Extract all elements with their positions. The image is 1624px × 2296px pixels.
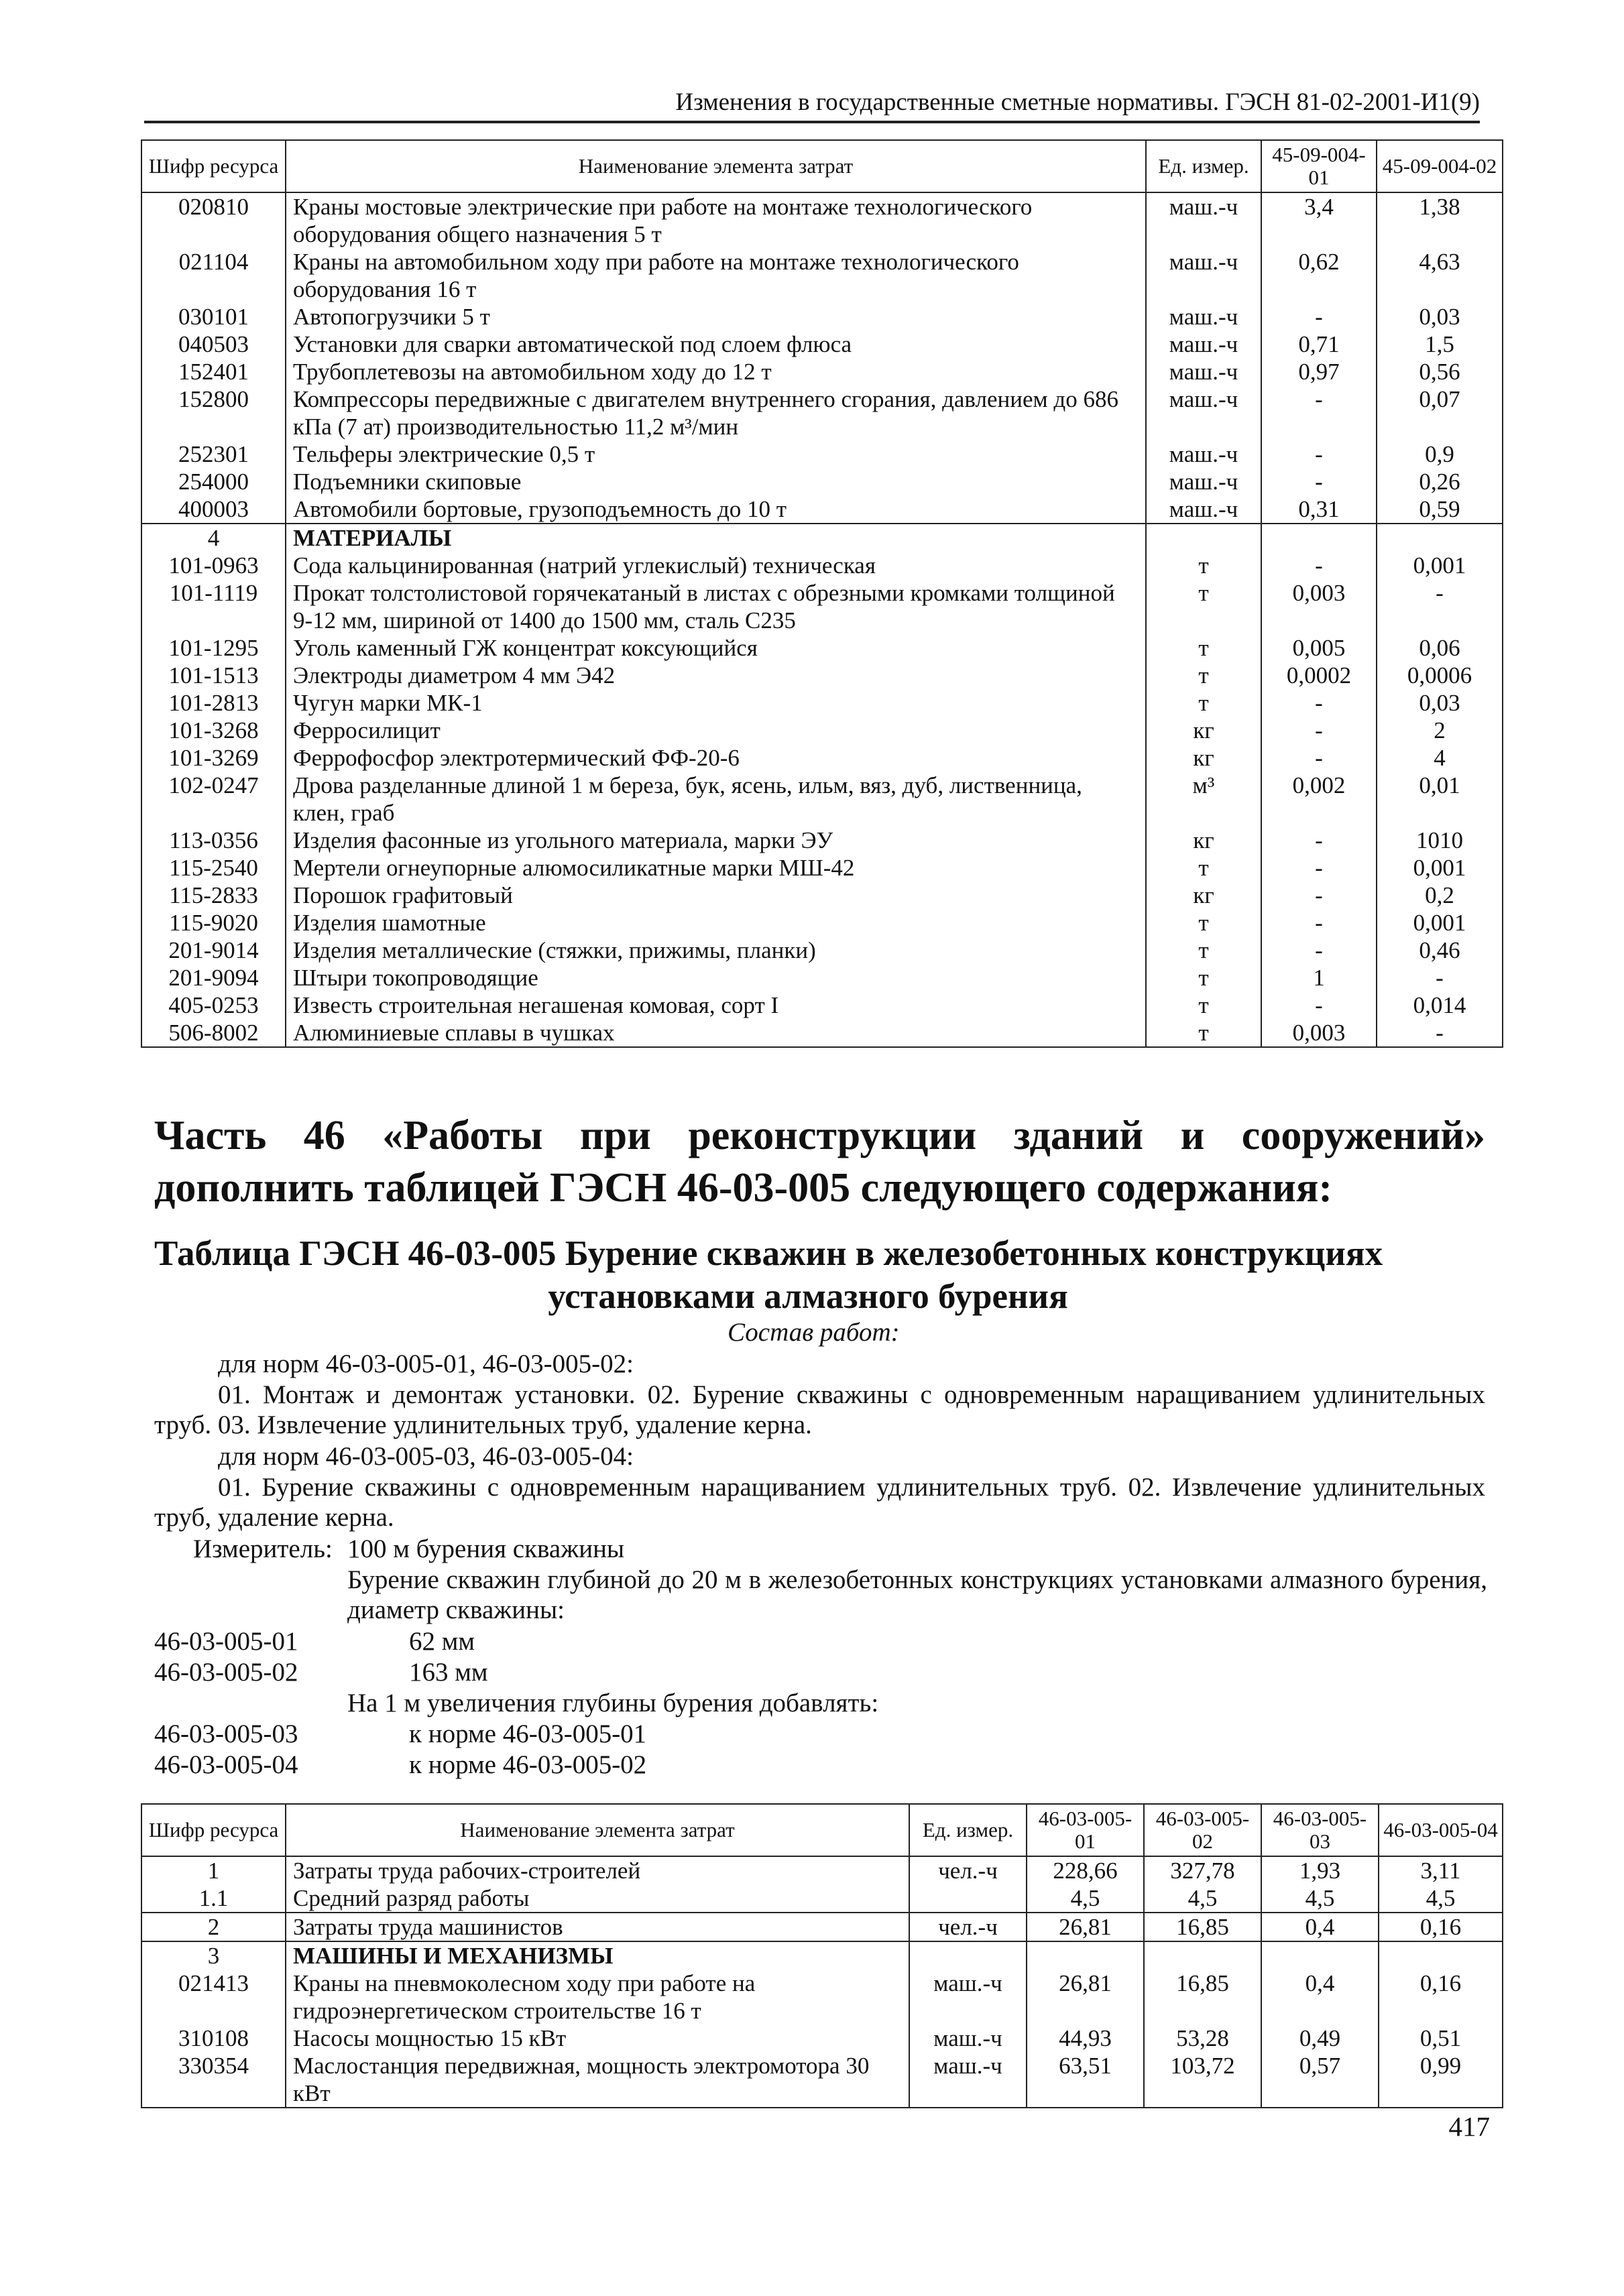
value-45-09-004-01: 0,0002 — [1261, 662, 1377, 689]
value-45-09-004-02: 0,59 — [1377, 495, 1503, 524]
add-per-meter-note: На 1 м увеличения глубины бурения добавлять: — [347, 1689, 879, 1717]
value-46-03-005-02: 16,85 — [1144, 1970, 1261, 2025]
resource-code: 101-1295 — [141, 634, 286, 662]
unit: маш.-ч — [1146, 303, 1261, 330]
value-45-09-004-02: 1,38 — [1377, 192, 1503, 248]
value — [1261, 1941, 1379, 1970]
value-45-09-004-02: 0,56 — [1377, 358, 1503, 385]
resource-name: Краны на пневмоколесном ходу при работе на гидроэнергетическом строительстве 16 т — [286, 1970, 909, 2025]
value-46-03-005-04: 0,51 — [1379, 2025, 1503, 2052]
value-46-03-005-03: 0,4 — [1261, 1970, 1379, 2025]
work-steps-2: 01. Бурение скважины с одновременным наращиванием удлинительных труб. 02. Извлечение удлинительных труб, удаление керна. — [154, 1473, 1485, 1532]
value-46-03-005-04: 0,16 — [1379, 1913, 1503, 1941]
value-45-09-004-02: 0,06 — [1377, 634, 1503, 662]
norm-text: 62 мм — [409, 1627, 475, 1656]
table-row — [141, 1856, 1503, 1884]
value-46-03-005-02: 16,85 — [1144, 1913, 1261, 1941]
norm-code: 46-03-005-01 — [154, 1627, 298, 1656]
section-row-materials — [141, 524, 1503, 552]
value-45-09-004-02: 4 — [1377, 744, 1503, 772]
resource-name: Изделия металлические (стяжки, прижимы, планки) — [286, 936, 1146, 964]
resource-code: 254000 — [141, 468, 286, 495]
resource-code: 040503 — [141, 330, 286, 358]
norm-code: 46-03-005-02 — [154, 1658, 298, 1687]
resource-name: Известь строительная негашеная комовая, сорт I — [286, 991, 1146, 1019]
col-header-45-09-004-02: 45-09-004-02 — [1377, 140, 1503, 192]
value-46-03-005-03: 1,93 — [1261, 1856, 1379, 1884]
page-number: 417 — [1448, 2111, 1490, 2142]
resource-code: 101-2813 — [141, 689, 286, 717]
value-45-09-004-01: - — [1261, 468, 1377, 495]
table-row — [141, 662, 1503, 689]
value-46-03-005-01: 4,5 — [1027, 1884, 1144, 1913]
resource-code: 310108 — [141, 2025, 286, 2052]
value-46-03-005-03: 0,4 — [1261, 1913, 1379, 1941]
value-45-09-004-01: - — [1261, 744, 1377, 772]
value-45-09-004-01: - — [1261, 552, 1377, 579]
table-row — [141, 552, 1503, 579]
value-46-03-005-02: 327,78 — [1144, 1856, 1261, 1884]
resource-code: 101-3268 — [141, 717, 286, 744]
resources-table-46-03-005 — [141, 1803, 1503, 2108]
table-row — [141, 854, 1503, 882]
resource-name: Трубоплетевозы на автомобильном ходу до 12 т — [286, 358, 1146, 385]
value-45-09-004-01: 0,003 — [1261, 1019, 1377, 1047]
resource-name: Уголь каменный ГЖ концентрат коксующийся — [286, 634, 1146, 662]
value-45-09-004-01: - — [1261, 440, 1377, 468]
col-header-code: Шифр ресурса — [141, 140, 286, 192]
value-45-09-004-02: 1,5 — [1377, 330, 1503, 358]
col-header-code: Шифр ресурса — [141, 1804, 286, 1856]
resource-name: Ферросилицит — [286, 717, 1146, 744]
value-45-09-004-02: 0,001 — [1377, 854, 1503, 882]
table-row — [141, 468, 1503, 495]
unit: маш.-ч — [1146, 192, 1261, 248]
value-46-03-005-03: 0,49 — [1261, 2025, 1379, 2052]
col-header-46-03-005-02: 46-03-005-02 — [1144, 1804, 1261, 1856]
unit: кг — [1146, 744, 1261, 772]
norm-text: к норме 46-03-005-02 — [409, 1750, 647, 1779]
value-46-03-005-03: 4,5 — [1261, 1884, 1379, 1913]
unit: маш.-ч — [909, 1970, 1027, 2025]
resource-name: Прокат толстолистовой горячекатаный в листах с обрезными кромками толщиной 9-12 мм, шириной от 1400 до 1500 мм, сталь С235 — [286, 579, 1146, 634]
resource-name: Краны на автомобильном ходу при работе на монтаже технологического оборудования 16 т — [286, 248, 1146, 303]
table-row — [141, 909, 1503, 936]
table-row — [141, 634, 1503, 662]
value-46-03-005-01: 44,93 — [1027, 2025, 1144, 2052]
value-45-09-004-01: 0,002 — [1261, 772, 1377, 827]
value-46-03-005-02: 103,72 — [1144, 2052, 1261, 2108]
value-45-09-004-01: 0,97 — [1261, 358, 1377, 385]
col-header-45-09-004-01: 45-09-004-01 — [1261, 140, 1377, 192]
unit: маш.-ч — [1146, 468, 1261, 495]
unit: кг — [1146, 827, 1261, 854]
unit: т — [1146, 964, 1261, 991]
value-46-03-005-01: 63,51 — [1027, 2052, 1144, 2108]
col-header-name: Наименование элемента затрат — [286, 1804, 909, 1856]
value-46-03-005-04: 0,99 — [1379, 2052, 1503, 2108]
value-45-09-004-02: 0,26 — [1377, 468, 1503, 495]
work-steps-1: 01. Монтаж и демонтаж установки. 02. Бурение скважины с одновременным наращиванием удлинительных труб. 03. Извлечение удлинительных труб, удаление керна. — [154, 1380, 1485, 1439]
col-header-46-03-005-04: 46-03-005-04 — [1379, 1804, 1503, 1856]
value-45-09-004-02: 0,001 — [1377, 552, 1503, 579]
value-46-03-005-02: 4,5 — [1144, 1884, 1261, 1913]
value — [1379, 1941, 1503, 1970]
table-row — [141, 1019, 1503, 1047]
resource-name: Алюминиевые сплавы в чушках — [286, 1019, 1146, 1047]
norm-text: 163 мм — [409, 1658, 488, 1687]
value-45-09-004-02: - — [1377, 579, 1503, 634]
table-title — [154, 1232, 1462, 1318]
resource-code: 030101 — [141, 303, 286, 330]
resource-name: Насосы мощностью 15 кВт — [286, 2025, 909, 2052]
section-title: МАТЕРИАЛЫ — [286, 524, 1146, 552]
value-46-03-005-01: 228,66 — [1027, 1856, 1144, 1884]
resource-name: Чугун марки МК-1 — [286, 689, 1146, 717]
unit: т — [1146, 854, 1261, 882]
value-45-09-004-02: 0,03 — [1377, 689, 1503, 717]
value-45-09-004-02: 0,9 — [1377, 440, 1503, 468]
resource-code: 201-9014 — [141, 936, 286, 964]
work-composition-heading: Состав работ: — [728, 1318, 900, 1347]
resource-name: Компрессоры передвижные с двигателем внутреннего сгорания, давлением до 686 кПа (7 ат) производительностью 11,2 м³/мин — [286, 385, 1146, 440]
resource-code: 400003 — [141, 495, 286, 524]
table-row — [141, 330, 1503, 358]
norm-code: 46-03-005-03 — [154, 1719, 298, 1748]
resource-code: 101-3269 — [141, 744, 286, 772]
resource-code: 152800 — [141, 385, 286, 440]
value-45-09-004-01: - — [1261, 385, 1377, 440]
unit: чел.-ч — [909, 1913, 1027, 1941]
value-45-09-004-02: 0,001 — [1377, 909, 1503, 936]
value-45-09-004-01: 0,71 — [1261, 330, 1377, 358]
value-45-09-004-01: - — [1261, 882, 1377, 909]
value-46-03-005-02: 53,28 — [1144, 2025, 1261, 2052]
value-46-03-005-04: 3,11 — [1379, 1856, 1503, 1884]
unit: м³ — [1146, 772, 1261, 827]
value-45-09-004-02: 0,014 — [1377, 991, 1503, 1019]
unit: маш.-ч — [1146, 358, 1261, 385]
unit: маш.-ч — [1146, 330, 1261, 358]
table-row — [141, 827, 1503, 854]
col-header-46-03-005-03: 46-03-005-03 — [1261, 1804, 1379, 1856]
unit — [909, 1941, 1027, 1970]
resource-code: 115-9020 — [141, 909, 286, 936]
unit: т — [1146, 909, 1261, 936]
resource-name: Средний разряд работы — [286, 1884, 909, 1913]
value-45-09-004-02: 0,01 — [1377, 772, 1503, 827]
resource-name: Маслостанция передвижная, мощность электромотора 30 кВт — [286, 2052, 909, 2108]
unit: т — [1146, 936, 1261, 964]
table-title-line-2: установками алмазного бурения — [548, 1277, 1068, 1316]
value-45-09-004-02: 0,07 — [1377, 385, 1503, 440]
unit: маш.-ч — [1146, 385, 1261, 440]
norms-group-1: для норм 46-03-005-01, 46-03-005-02: — [218, 1349, 634, 1378]
value-45-09-004-01: - — [1261, 303, 1377, 330]
value-45-09-004-01: - — [1261, 936, 1377, 964]
unit: т — [1146, 634, 1261, 662]
table-row — [141, 495, 1503, 524]
value-45-09-004-02: 0,46 — [1377, 936, 1503, 964]
resource-name: Дрова разделанные длиной 1 м береза, бук, ясень, ильм, вяз, дуб, лиственница, клен, граб — [286, 772, 1146, 827]
value-45-09-004-01: 0,003 — [1261, 579, 1377, 634]
resource-code: 1 — [141, 1856, 286, 1884]
resource-code: 330354 — [141, 2052, 286, 2108]
resource-code: 2 — [141, 1913, 286, 1941]
value-45-09-004-02: 1010 — [1377, 827, 1503, 854]
unit: т — [1146, 991, 1261, 1019]
unit: маш.-ч — [1146, 248, 1261, 303]
value — [1261, 524, 1377, 552]
value-45-09-004-02: 4,63 — [1377, 248, 1503, 303]
value-45-09-004-02: - — [1377, 1019, 1503, 1047]
resource-code: 1.1 — [141, 1884, 286, 1913]
table-row — [141, 358, 1503, 385]
section-row-machines — [141, 1941, 1503, 1970]
table-row — [141, 192, 1503, 248]
table-row — [141, 1913, 1503, 1941]
value-45-09-004-01: 0,31 — [1261, 495, 1377, 524]
value — [1027, 1941, 1144, 1970]
value-45-09-004-01: 1 — [1261, 964, 1377, 991]
table-row — [141, 2052, 1503, 2108]
resource-name: Краны мостовые электрические при работе на монтаже технологического оборудования общего назначения 5 т — [286, 192, 1146, 248]
table-header-row — [141, 140, 1503, 192]
table-row — [141, 440, 1503, 468]
resource-name: Установки для сварки автоматической под слоем флюса — [286, 330, 1146, 358]
table-header-row — [141, 1804, 1503, 1856]
unit — [1146, 524, 1261, 552]
meter-value: 100 м бурения скважины — [347, 1534, 625, 1563]
value-45-09-004-02: 0,2 — [1377, 882, 1503, 909]
value-45-09-004-01: 0,62 — [1261, 248, 1377, 303]
resource-code: 115-2540 — [141, 854, 286, 882]
resource-code: 101-0963 — [141, 552, 286, 579]
table-row — [141, 964, 1503, 991]
value — [1377, 524, 1503, 552]
resources-table-45-09-004 — [141, 139, 1503, 1048]
resource-code: 506-8002 — [141, 1019, 286, 1047]
resource-name: Тельферы электрические 0,5 т — [286, 440, 1146, 468]
value-46-03-005-04: 0,16 — [1379, 1970, 1503, 2025]
resource-code: 101-1119 — [141, 579, 286, 634]
table-row — [141, 579, 1503, 634]
section-code: 3 — [141, 1941, 286, 1970]
table-row — [141, 303, 1503, 330]
table-row — [141, 744, 1503, 772]
unit: т — [1146, 552, 1261, 579]
table-row — [141, 772, 1503, 827]
section-title: МАШИНЫ И МЕХАНИЗМЫ — [286, 1941, 909, 1970]
resource-code: 021413 — [141, 1970, 286, 2025]
table-row — [141, 1884, 1503, 1913]
value-45-09-004-02: 0,03 — [1377, 303, 1503, 330]
unit: кг — [1146, 882, 1261, 909]
resource-code: 102-0247 — [141, 772, 286, 827]
table-row — [141, 248, 1503, 303]
resource-name: Затраты труда машинистов — [286, 1913, 909, 1941]
resource-name: Феррофосфор электротермический ФФ-20-6 — [286, 744, 1146, 772]
resource-name: Автомобили бортовые, грузоподъемность до 10 т — [286, 495, 1146, 524]
table-row — [141, 882, 1503, 909]
value-45-09-004-01: 3,4 — [1261, 192, 1377, 248]
unit: маш.-ч — [909, 2052, 1027, 2108]
unit: т — [1146, 579, 1261, 634]
col-header-name: Наименование элемента затрат — [286, 140, 1146, 192]
value-45-09-004-01: - — [1261, 689, 1377, 717]
resource-name: Штыри токопроводящие — [286, 964, 1146, 991]
unit — [909, 1884, 1027, 1913]
resource-name: Затраты труда рабочих-строителей — [286, 1856, 909, 1884]
unit: т — [1146, 1019, 1261, 1047]
col-header-unit: Ед. измер. — [909, 1804, 1027, 1856]
value-45-09-004-01: - — [1261, 854, 1377, 882]
resource-code: 101-1513 — [141, 662, 286, 689]
value-45-09-004-01: - — [1261, 991, 1377, 1019]
running-header — [144, 79, 1480, 123]
resource-name: Подъемники скиповые — [286, 468, 1146, 495]
value-45-09-004-02: 0,0006 — [1377, 662, 1503, 689]
resource-name: Изделия фасонные из угольного материала, марки ЭУ — [286, 827, 1146, 854]
resource-name: Изделия шамотные — [286, 909, 1146, 936]
table-title-line-1: Таблица ГЭСН 46-03-005 Бурение скважин в железобетонных конструкциях — [154, 1234, 1383, 1273]
table-row — [141, 1970, 1503, 2025]
value-45-09-004-01: - — [1261, 827, 1377, 854]
resource-name: Электроды диаметром 4 мм Э42 — [286, 662, 1146, 689]
resource-code: 201-9094 — [141, 964, 286, 991]
unit: чел.-ч — [909, 1856, 1027, 1884]
resource-code: 020810 — [141, 192, 286, 248]
resource-code: 115-2833 — [141, 882, 286, 909]
norm-code: 46-03-005-04 — [154, 1750, 298, 1779]
resource-name: Сода кальцинированная (натрий углекислый) техническая — [286, 552, 1146, 579]
resource-name: Порошок графитовый — [286, 882, 1146, 909]
table-row — [141, 717, 1503, 744]
unit: маш.-ч — [1146, 440, 1261, 468]
value-45-09-004-01: - — [1261, 717, 1377, 744]
table-row — [141, 936, 1503, 964]
unit: кг — [1146, 717, 1261, 744]
resource-name: Автопогрузчики 5 т — [286, 303, 1146, 330]
unit: маш.-ч — [1146, 495, 1261, 524]
table-row — [141, 385, 1503, 440]
resource-code: 152401 — [141, 358, 286, 385]
value-46-03-005-01: 26,81 — [1027, 1970, 1144, 2025]
resource-code: 252301 — [141, 440, 286, 468]
table-row — [141, 689, 1503, 717]
table-row — [141, 991, 1503, 1019]
resource-name: Мертели огнеупорные алюмосиликатные марки МШ-42 — [286, 854, 1146, 882]
norm-text: к норме 46-03-005-01 — [409, 1719, 647, 1748]
part-46-heading: Часть 46 «Работы при реконструкции зданий и сооружений» дополнить таблицей ГЭСН 46-03-005 следующего содержания: — [154, 1113, 1485, 1211]
section-code: 4 — [141, 524, 286, 552]
value-46-03-005-03: 0,57 — [1261, 2052, 1379, 2108]
unit: маш.-ч — [909, 2025, 1027, 2052]
value-45-09-004-02: 2 — [1377, 717, 1503, 744]
running-title: Изменения в государственные сметные нормативы. ГЭСН 81-02-2001-И1(9) — [675, 88, 1480, 116]
unit: т — [1146, 662, 1261, 689]
col-header-unit: Ед. измер. — [1146, 140, 1261, 192]
meter-description: Бурение скважин глубиной до 20 м в железобетонных конструкциях установками алмазного бурения, диаметр скважины: — [347, 1565, 1487, 1624]
unit: т — [1146, 689, 1261, 717]
meter-label: Измеритель: — [193, 1534, 333, 1563]
value-45-09-004-01: 0,005 — [1261, 634, 1377, 662]
value — [1144, 1941, 1261, 1970]
value-45-09-004-01: - — [1261, 909, 1377, 936]
value-46-03-005-01: 26,81 — [1027, 1913, 1144, 1941]
value-45-09-004-02: - — [1377, 964, 1503, 991]
value-46-03-005-04: 4,5 — [1379, 1884, 1503, 1913]
resource-code: 113-0356 — [141, 827, 286, 854]
norms-group-2: для норм 46-03-005-03, 46-03-005-04: — [218, 1442, 634, 1471]
resource-code: 405-0253 — [141, 991, 286, 1019]
resource-code: 021104 — [141, 248, 286, 303]
table-row — [141, 2025, 1503, 2052]
col-header-46-03-005-01: 46-03-005-01 — [1027, 1804, 1144, 1856]
